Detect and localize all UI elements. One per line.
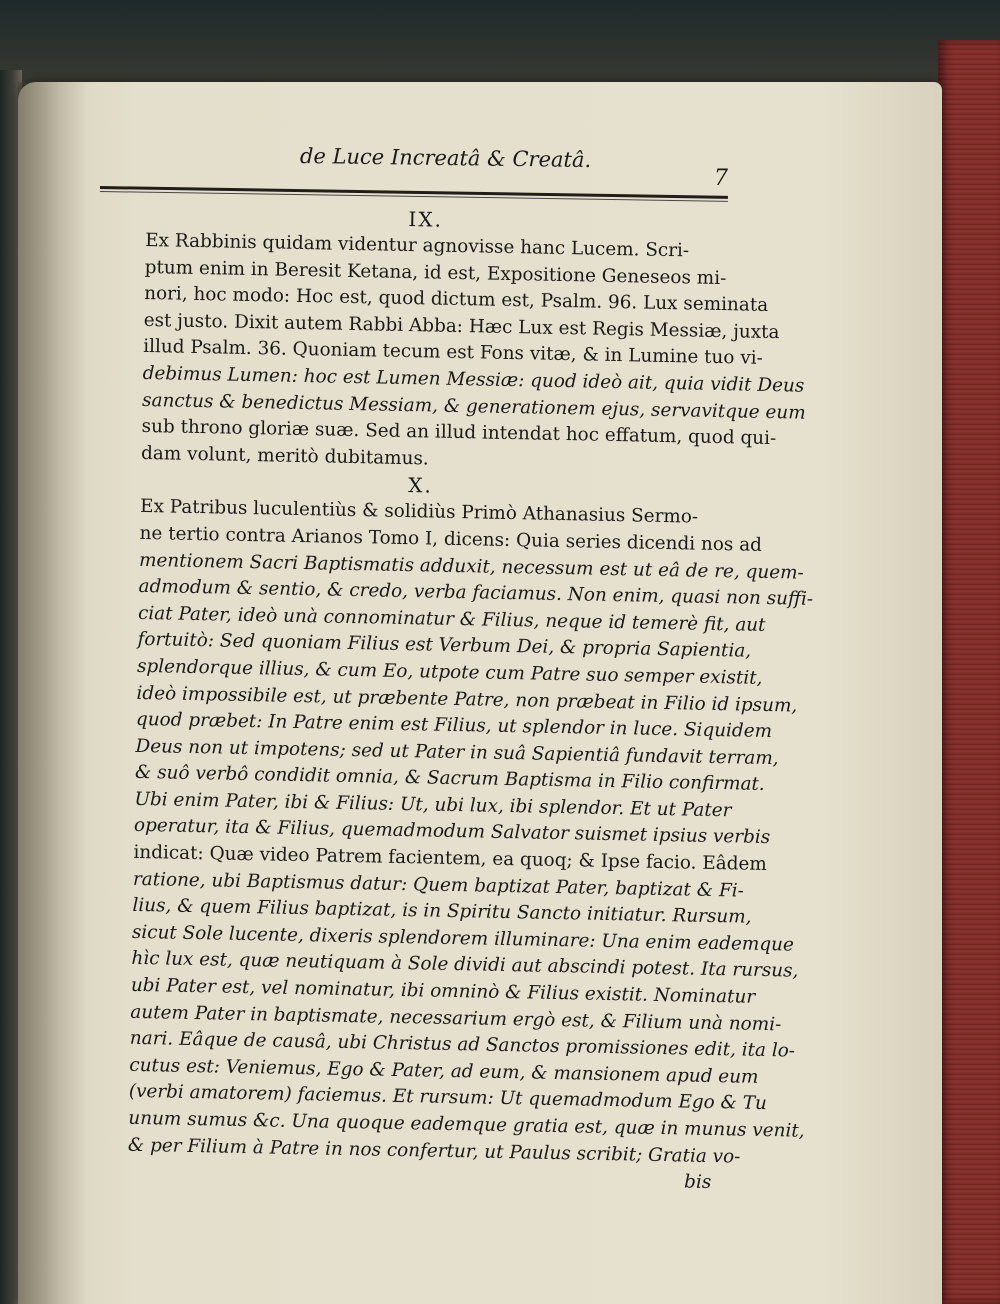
text-line: lius, & quem Filius baptizat, is in Spiritu Sancto initiatur. Rursum, bbox=[132, 895, 752, 928]
text-line: Ex Patribus luculentiùs & solidiùs Primò Athanasius Sermo- bbox=[139, 496, 699, 528]
background-top bbox=[0, 0, 1000, 90]
text-line: nari. Eâque de causâ, ubi Christus ad Sanctos promissiones edit, ita lo- bbox=[129, 1028, 796, 1062]
text-line: admodum & sentio, & credo, verba faciamus. Non enim, quasi non suffi- bbox=[138, 576, 814, 610]
paragraph-x bbox=[78, 493, 814, 1170]
text-line: ne tertio contra Arianos Tomo I, dicens: Quia series dicendi nos ad bbox=[139, 522, 763, 556]
text-line: & suô verbô condidit omnia, & Sacrum Baptisma in Filio confirmat. bbox=[134, 762, 765, 796]
text-line: quod præbet: In Patre enim est Filius, ut splendor in luce. Siquidem bbox=[135, 708, 773, 743]
running-head: de Luce Increatâ & Creatâ. bbox=[299, 143, 592, 173]
text-line: sicut Sole lucente, dixeris splendorem illuminare: Una enim eademque bbox=[131, 921, 795, 956]
text-line: ideò impossibile est, ut præbente Patre, non præbeat in Filio id ipsum, bbox=[136, 682, 798, 717]
text-line: autem Pater in baptismate, necessarium ergò est, & Filium unà nomi- bbox=[130, 1001, 782, 1035]
text-line: Ex Rabbinis quidam videntur agnovisse hanc Lucem. Scri- bbox=[145, 229, 690, 262]
page-header bbox=[100, 143, 740, 194]
text-line: ratione, ubi Baptismus datur: Quem baptizat Pater, baptizat & Fi- bbox=[132, 868, 745, 902]
text-line: sanctus & benedictus Messiam, & generationem ejus, servavitque eum bbox=[141, 389, 806, 424]
text-line: Ubi enim Pater, ibi & Filius: Ut, ubi lux, ibi splendor. Et ut Pater bbox=[134, 788, 732, 822]
text-line: dam volunt, meritò dubitamus. bbox=[140, 442, 429, 470]
body-text bbox=[77, 200, 814, 1197]
text-line: unum sumus &c. Una quoque eademque gratia est, quæ in munus venit, bbox=[128, 1107, 805, 1142]
section-number: IX. bbox=[408, 207, 444, 232]
text-line: & per Filium à Patre in nos confertur, ut Paulus scribit; Gratia vo- bbox=[127, 1134, 741, 1168]
text-line: illud Psalm. 36. Quoniam tecum est Fons vitæ, & in Lumine tuo vi- bbox=[142, 336, 763, 370]
text-line: hìc lux est, quæ neutiquam à Sole dividi aut abscindi potest. Ita rursus, bbox=[131, 948, 799, 983]
paragraph-ix bbox=[91, 227, 806, 479]
text-line: ubi Pater est, vel nominatur, ibi omninò & Filius existit. Nominatur bbox=[130, 974, 756, 1008]
text-line: nori, hoc modo: Hoc est, quod dictum est, Psalm. 96. Lux seminata bbox=[144, 283, 769, 317]
text-line: sub throno gloriæ suæ. Sed an illud intendat hoc effatum, quod qui- bbox=[141, 416, 777, 450]
text-line: operatur, ita & Filius, quemadmodum Salvator suismet ipsius verbis bbox=[133, 815, 771, 849]
section-number: X. bbox=[408, 473, 434, 498]
text-line: (verbi amatorem) faciemus. Et rursum: Ut quemadmodum Ego & Tu bbox=[128, 1081, 768, 1115]
text-line: splendorque illius, & cum Eo, utpote cum Patre suo semper existit, bbox=[136, 655, 763, 689]
text-line: ciat Pater, ideò unà connominatur & Filius, neque id temerè fit, aut bbox=[137, 602, 766, 636]
text-line: mentionem Sacri Baptismatis adduxit, necessum est ut eâ de re, quem- bbox=[138, 549, 804, 584]
text-line: debimus Lumen: hoc est Lumen Messiæ: quod ideò ait, quia vidit Deus bbox=[142, 362, 805, 397]
page-edges-red bbox=[938, 40, 1000, 1304]
text-line: est justo. Dixit autem Rabbi Abba: Hæc Lux est Regis Messiæ, juxta bbox=[143, 309, 780, 343]
text-line: cutus est: Veniemus, Ego & Pater, ad eum, & mansionem apud eum bbox=[129, 1054, 759, 1088]
text-line: Deus non ut impotens; sed ut Pater in suâ Sapientiâ fundavit terram, bbox=[135, 735, 779, 769]
text-line: fortuitò: Sed quoniam Filius est Verbum Dei, & propria Sapientia, bbox=[137, 629, 752, 662]
catchword: bis bbox=[683, 1171, 712, 1194]
page-number: 7 bbox=[714, 166, 728, 191]
text-line: indicat: Quæ video Patrem facientem, ea quoq; & Ipse facio. Eâdem bbox=[133, 841, 767, 876]
text-line: ptum enim in Beresit Ketana, id est, Expositione Geneseos mi- bbox=[144, 256, 727, 289]
